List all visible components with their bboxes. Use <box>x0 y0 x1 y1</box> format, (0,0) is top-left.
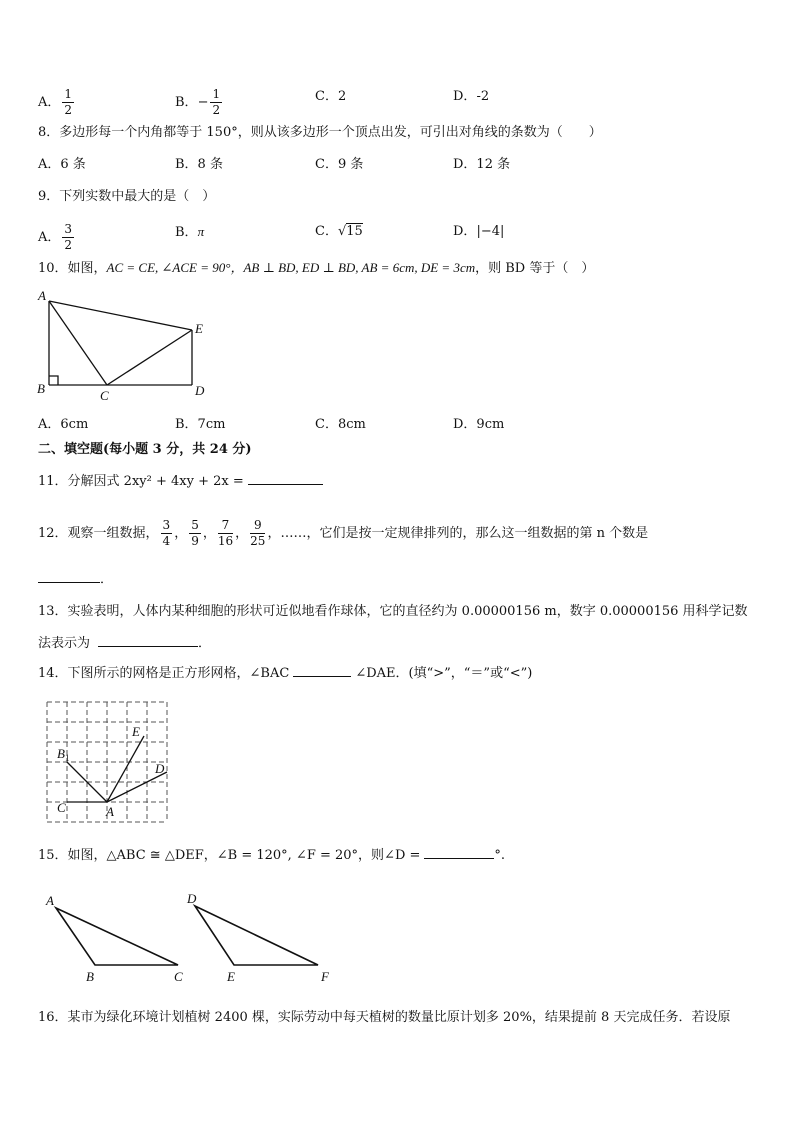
q10-option-b: B．7cm <box>175 417 226 432</box>
q15-label-d: D <box>187 891 197 906</box>
q8-option-a: A．6 条 <box>38 157 86 172</box>
q9-stem: 9．下列实数中最大的是（ ） <box>38 189 216 204</box>
q10-label-a: A <box>38 288 46 303</box>
q8-stem: 8．多边形每一个内角都等于 150°，则从该多边形一个顶点出发，可引出对角线的条数为（ ） <box>38 125 602 140</box>
q10-label-d: D <box>195 383 205 398</box>
q12-stem: 12．观察一组数据， $\frac{3}{4}$ ， $\frac{5}{9}$ ， $\frac{7}{16}$ ， $\frac{9}{25}$ ，……，它们是按一定规律排列的，那么这一组数据的第 n 个数是 <box>38 518 649 548</box>
q10-stem: 10．如图，AC = CE, ∠ACE = 90°，AB ⊥ BD, ED ⊥ BD, AB = 6cm, DE = 3cm，则 BD 等于（ ） <box>38 260 595 276</box>
q15-label-e: E <box>227 969 235 984</box>
q9-option-b: B．π <box>175 224 205 240</box>
q15-label-c: C <box>174 969 183 984</box>
q14-label-b: $B_1$ <box>57 746 70 763</box>
q10-option-c: C．8cm <box>315 417 366 432</box>
q15-label-a: A <box>46 893 54 908</box>
q13-line2: 法表示为 ． <box>38 636 212 651</box>
q14-label-c: C <box>57 800 66 815</box>
q8-option-b: B．8 条 <box>175 157 223 172</box>
q15-stem: 15．如图，△ABC ≅ △DEF，∠B = 120°, ∠F = 20°，则∠D = °. <box>38 848 506 863</box>
q7-option-d: D．-2 <box>453 89 490 104</box>
section-title: 二、填空题(每小题 3 分，共 24 分) <box>38 442 252 457</box>
q14-label-d: D <box>155 761 165 776</box>
q8-option-c: C．9 条 <box>315 157 364 172</box>
q10-label-e: E <box>195 321 203 336</box>
q14-label-e: E <box>132 724 140 739</box>
q15-label-f: F <box>321 969 329 984</box>
q10-option-d: D．9cm <box>453 417 505 432</box>
q7-option-a: A． $\frac{1}{2}$ <box>38 87 73 117</box>
q14-label-a: A <box>106 804 114 819</box>
q7-option-b: B．− $\frac{1}{2}$ <box>175 87 221 117</box>
q9-option-c: C．√15 <box>315 224 363 239</box>
q7-option-c: C．2 <box>315 89 347 104</box>
q15-triangle-def <box>195 906 318 965</box>
q15-label-b: B <box>86 969 94 984</box>
q11-stem: 11．分解因式 2xy² + 4xy + 2x = <box>38 472 323 492</box>
q10-option-a: A．6cm <box>38 417 89 432</box>
q9-option-d: D．|−4| <box>453 224 505 239</box>
q8-option-d: D．12 条 <box>453 157 511 172</box>
q10-label-b: B <box>37 381 45 396</box>
q10-label-c: C <box>100 388 109 403</box>
q16-stem: 16．某市为绿化环境计划植树 2400 棵，实际劳动中每天植树的数量比原计划多 20%，结果提前 8 天完成任务．若设原 <box>38 1010 731 1025</box>
q9-option-a: A． $\frac{3}{2}$ <box>38 222 73 252</box>
q15-triangle-abc <box>56 908 178 965</box>
q14-stem: 14．下图所示的网格是正方形网格，∠BAC ∠DAE．(填“>”，“＝”或“<”) <box>38 666 533 681</box>
q13-line1: 13．实验表明，人体内某种细胞的形状可近似地看作球体，它的直径约为 0.00000156 m，数字 0.00000156 用科学记数 <box>38 604 748 619</box>
q12-answer-line: ． <box>38 570 113 590</box>
